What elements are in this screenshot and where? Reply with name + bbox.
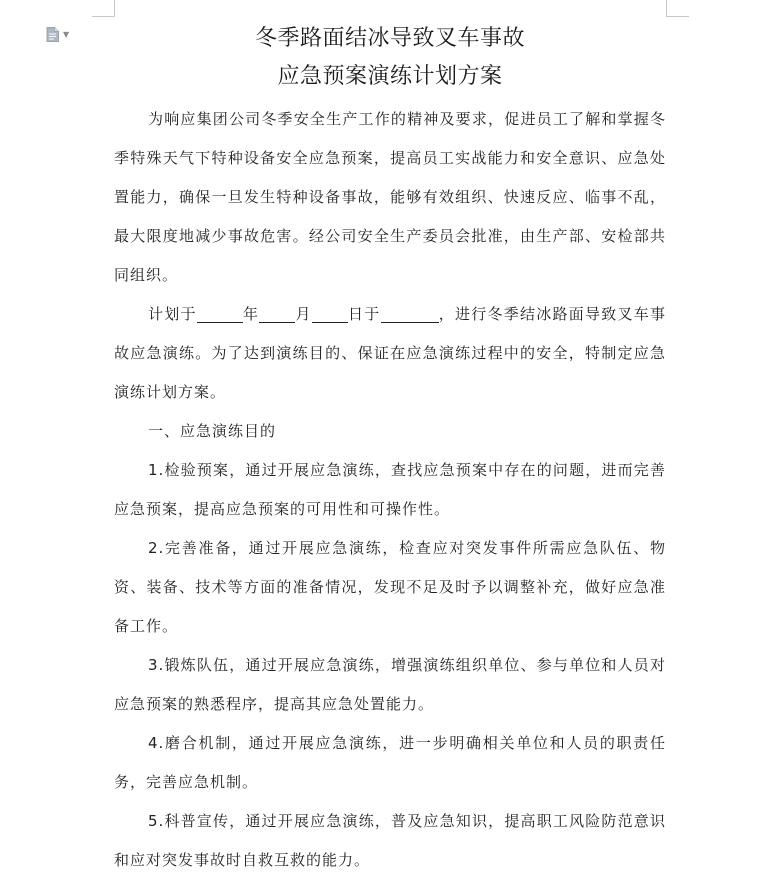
- schedule-year-label: 年: [242, 305, 260, 323]
- intro-paragraph: 为响应集团公司冬季安全生产工作的精神及要求，促进员工了解和掌握冬季特殊天气下特种设备安全应急预案，提高员工实战能力和安全意识、应急处置能力，确保一旦发生特种设备事故，能够有效组织、快速反应、临事不乱，最大限度地减少事故危害。经公司安全生产委员会批准，由生产部、安检部共同组织。: [114, 110, 666, 284]
- document-icon: [46, 27, 59, 42]
- schedule-prefix: 计划于: [148, 305, 197, 323]
- month-blank-field: [259, 304, 295, 323]
- year-blank-field: [197, 304, 243, 323]
- document-page: [114, 20, 666, 880]
- schedule-suffix: ，进行冬季结冰路面导致叉车事故应急演练。为了达到演练目的、保证在应急演练过程中的安全，特制定应急演练计划方案。: [114, 305, 666, 401]
- day-blank-field: [312, 304, 348, 323]
- schedule-day-label: 日于: [347, 305, 381, 323]
- list-item: 4.磨合机制，通过开展应急演练，进一步明确相关单位和人员的职责任务，完善应急机制。: [114, 734, 666, 791]
- list-item: 3.锻炼队伍，通过开展应急演练，增强演练组织单位、参与单位和人员对应急预案的熟悉程序，提高其应急处置能力。: [114, 656, 666, 713]
- location-blank-field: [381, 304, 439, 323]
- document-title-line-1: 冬季路面结冰导致叉车事故: [254, 26, 525, 51]
- document-options-button[interactable]: [46, 27, 69, 42]
- chevron-down-icon: ▼: [63, 29, 70, 39]
- section-heading: 一、应急演练目的: [148, 422, 277, 440]
- schedule-month-label: 月: [295, 305, 312, 323]
- list-item: 1.检验预案，通过开展应急演练，查找应急预案中存在的问题，进而完善应急预案，提高应急预案的可用性和可操作性。: [114, 461, 666, 518]
- schedule-paragraph: [114, 295, 666, 412]
- page-corner-marker-top-right: [666, 0, 689, 17]
- page-corner-marker-top-left: [92, 0, 115, 17]
- document-title-line-2: 应急预案演练计划方案: [277, 64, 503, 89]
- list-item: 2.完善准备，通过开展应急演练，检查应对突发事件所需应急队伍、物资、装备、技术等方面的准备情况，发现不足及时予以调整补充，做好应急准备工作。: [114, 539, 666, 635]
- list-item: 5.科普宣传，通过开展应急演练，普及应急知识，提高职工风险防范意识和应对突发事故时自救互救的能力。: [114, 812, 666, 869]
